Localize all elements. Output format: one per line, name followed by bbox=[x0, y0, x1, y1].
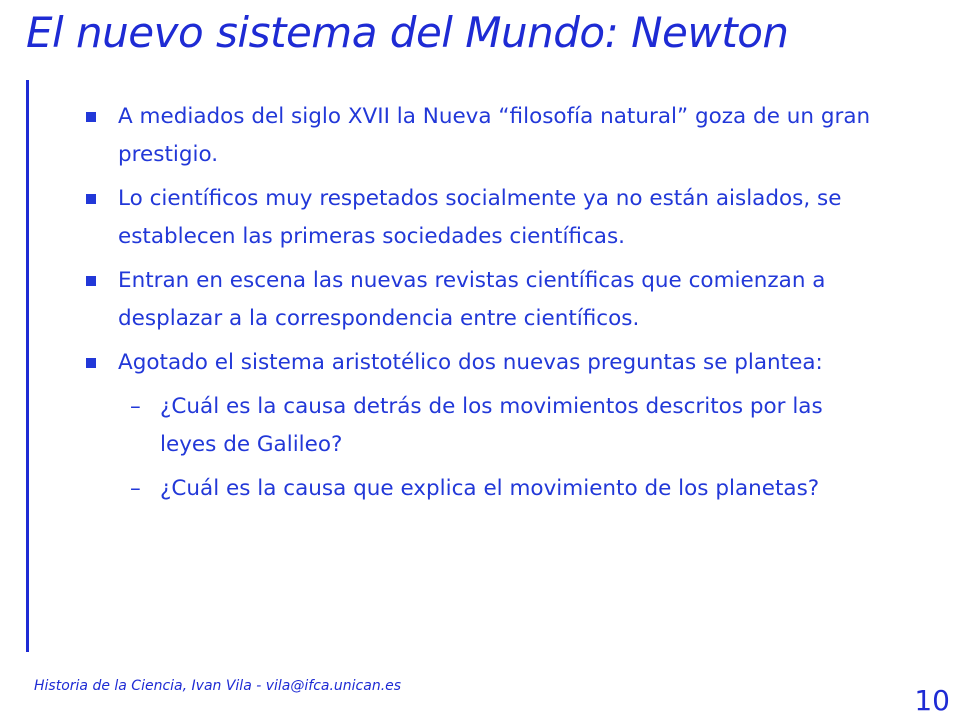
sub-bullet-item bbox=[80, 388, 880, 464]
square-bullet-icon bbox=[86, 112, 96, 122]
dash-bullet-icon: – bbox=[130, 476, 141, 501]
bullet-item bbox=[80, 98, 880, 174]
bullet-item bbox=[80, 180, 880, 256]
square-bullet-icon bbox=[86, 276, 96, 286]
bullet-text: Lo científicos muy respetados socialmente ya no están aislados, se establecen las primeras sociedades científicas. bbox=[118, 186, 842, 249]
dash-bullet-icon: – bbox=[130, 394, 141, 419]
bullet-text: A mediados del siglo XVII la Nueva “filosofía natural” goza de un gran prestigio. bbox=[118, 104, 871, 167]
slide-content bbox=[80, 98, 880, 514]
sub-bullet-item bbox=[80, 470, 880, 508]
bullet-text: Entran en escena las nuevas revistas científicas que comienzan a desplazar a la correspondencia entre científicos. bbox=[118, 268, 826, 331]
slide-title: El nuevo sistema del Mundo: Newton bbox=[26, 8, 789, 57]
bullet-item bbox=[80, 262, 880, 338]
square-bullet-icon bbox=[86, 194, 96, 204]
slide-number: 10 bbox=[914, 684, 950, 717]
vertical-rule bbox=[26, 80, 29, 652]
bullet-item bbox=[80, 344, 880, 382]
sub-bullet-text: ¿Cuál es la causa detrás de los movimientos descritos por las leyes de Galileo? bbox=[160, 394, 823, 457]
sub-bullet-text: ¿Cuál es la causa que explica el movimiento de los planetas? bbox=[160, 476, 820, 501]
square-bullet-icon bbox=[86, 358, 96, 368]
bullet-text: Agotado el sistema aristotélico dos nuevas preguntas se plantea: bbox=[118, 350, 823, 375]
footer-credit: Historia de la Ciencia, Ivan Vila - vila@ifca.unican.es bbox=[34, 678, 402, 694]
